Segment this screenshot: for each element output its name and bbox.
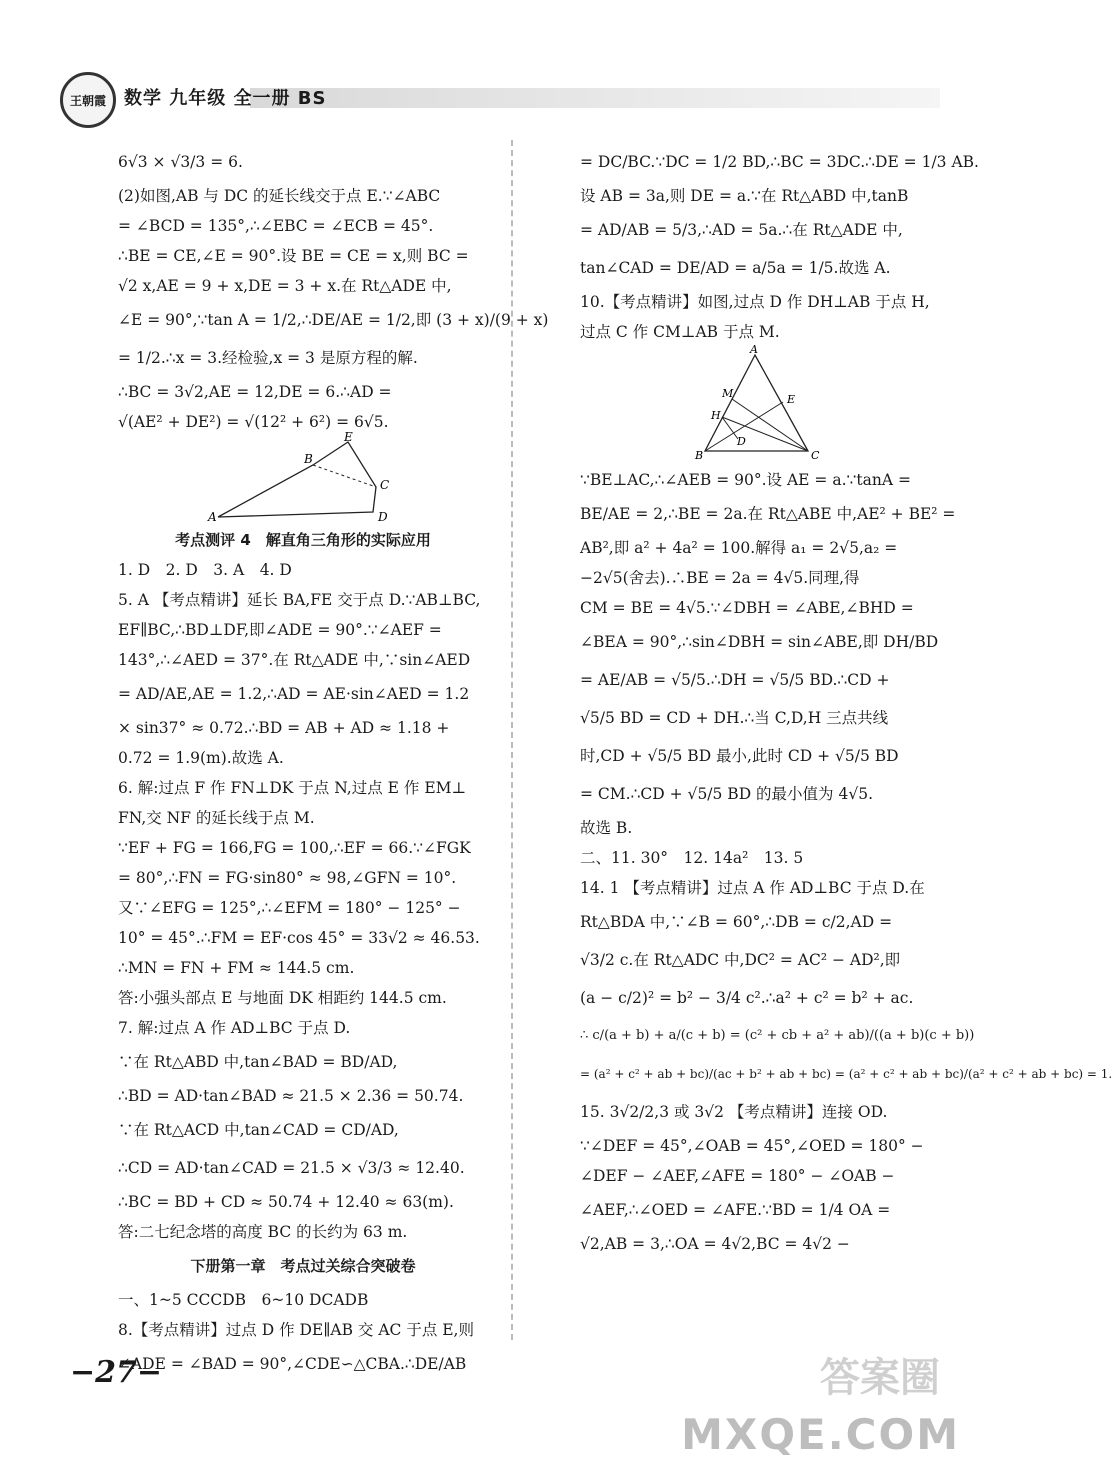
text-line: (2)如图,AB 与 DC 的延长线交于点 E.∵∠ABC	[118, 187, 441, 205]
logo-text: 王朝霞	[69, 93, 106, 108]
text-line: 6√3 × √3/3 = 6.	[118, 153, 243, 171]
point-label: C	[380, 478, 390, 492]
text-line: 6. 解:过点 F 作 FN⊥DK 于点 N,过点 E 作 EM⊥	[118, 779, 467, 797]
text-line: 10.【考点精讲】如图,过点 D 作 DH⊥AB 于点 H,	[580, 293, 930, 311]
point-label: D	[737, 435, 746, 448]
text-line: = 1/2.∴x = 3.经检验,x = 3 是原方程的解.	[118, 349, 418, 367]
figure-svg	[118, 430, 488, 525]
text-line: ∴BD = AD·tan∠BAD ≈ 21.5 × 2.36 = 50.74.	[118, 1087, 464, 1105]
publisher-logo	[60, 72, 116, 128]
text-line: −2√5(舍去).∴BE = 2a = 4√5.同理,得	[580, 569, 860, 587]
book-title: 数学 九年级 全一册 BS	[124, 88, 327, 109]
text-line: ∴BC = 3√2,AE = 12,DE = 6.∴AD =	[118, 383, 392, 401]
page-header	[60, 72, 940, 132]
point-label: C	[811, 449, 820, 462]
text-line: AB²,即 a² + 4a² = 100.解得 a₁ = 2√5,a₂ =	[580, 539, 898, 557]
text-line: tan∠CAD = DE/AD = a/5a = 1/5.故选 A.	[580, 259, 891, 277]
right-column	[580, 143, 1112, 1259]
text-line: 故选 B.	[580, 819, 633, 837]
text-line: = 80°,∴FN = FG·sin80° ≈ 98,∠GFN = 10°.	[118, 869, 457, 887]
text-line: ∠E = 90°,∵tan A = 1/2,∴DE/AE = 1/2,即 (3 + x)/(9 + x)	[118, 311, 549, 329]
point-label: M	[722, 387, 734, 400]
text-line: ∵∠DEF = 45°,∠OAB = 45°,∠OED = 180° −	[580, 1137, 924, 1155]
text-line: = CM.∴CD + √5/5 BD 的最小值为 4√5.	[580, 785, 874, 803]
point-label: E	[787, 393, 796, 406]
text-line: ∵BE⊥AC,∴∠AEB = 90°.设 AE = a.∵tanA =	[580, 471, 911, 489]
point-label: D	[378, 510, 388, 524]
section-heading: 下册第一章 考点过关综合突破卷	[190, 1257, 416, 1275]
text-line: = ∠BCD = 135°,∴∠EBC = ∠ECB = 45°.	[118, 217, 434, 235]
text-line: √2 x,AE = 9 + x,DE = 3 + x.在 Rt△ADE 中,	[118, 277, 452, 295]
point-label: A	[750, 343, 758, 356]
text-line: ∴BE = CE,∠E = 90°.设 BE = CE = x,则 BC =	[118, 247, 469, 265]
triangle-figure	[580, 343, 950, 465]
watermark-text: MXQE.COM	[681, 1410, 960, 1459]
text-line: ∠DEF − ∠AEF,∠AFE = 180° − ∠OAB −	[580, 1167, 895, 1185]
point-label: B	[695, 449, 704, 462]
text-line: ∴MN = FN + FM ≈ 144.5 cm.	[118, 959, 355, 977]
text-line: = DC/BC.∵DC = 1/2 BD,∴BC = 3DC.∴DE = 1/3 AB.	[580, 153, 979, 171]
text-line: √2,AB = 3,∴OA = 4√2,BC = 4√2 −	[580, 1235, 850, 1253]
figure-svg	[580, 343, 950, 465]
text-line: √5/5 BD = CD + DH.∴当 C,D,H 三点共线	[580, 709, 889, 727]
left-column	[118, 143, 549, 1383]
text-line: ∴BC = BD + CD ≈ 50.74 + 12.40 ≈ 63(m).	[118, 1193, 454, 1211]
text-line: √3/2 c.在 Rt△ADC 中,DC² = AC² − AD²,即	[580, 951, 901, 969]
text-line: ∵EF + FG = 166,FG = 100,∴EF = 66.∵∠FGK	[118, 839, 471, 857]
quadrilateral-figure	[118, 430, 488, 525]
text-line: 1. D 2. D 3. A 4. D	[118, 561, 292, 579]
text-line: 又∵∠EFG = 125°,∴∠EFM = 180° − 125° −	[118, 899, 461, 917]
text-line: ∴ c/(a + b) + a/(c + b) = (c² + cb + a² + ab)/((a + b)(c + b))	[580, 1028, 975, 1043]
text-line: ∠ADE = ∠BAD = 90°,∠CDE∽△CBA.∴DE/AB	[118, 1355, 467, 1373]
text-line: 0.72 = 1.9(m).故选 A.	[118, 749, 284, 767]
text-line: 143°,∴∠AED = 37°.在 Rt△ADE 中,∵sin∠AED	[118, 651, 471, 669]
text-line: 答:小强头部点 E 与地面 DK 相距约 144.5 cm.	[118, 989, 447, 1007]
text-line: 一、1~5 CCCDB 6~10 DCADB	[118, 1291, 369, 1309]
text-line: Rt△BDA 中,∵∠B = 60°,∴DB = c/2,AD =	[580, 913, 893, 931]
page-number: −27−	[70, 1355, 163, 1390]
text-line: 14. 1 【考点精讲】过点 A 作 AD⊥BC 于点 D.在	[580, 879, 925, 897]
text-line: (a − c/2)² = b² − 3/4 c².∴a² + c² = b² + ac.	[580, 989, 914, 1007]
text-line: 时,CD + √5/5 BD 最小,此时 CD + √5/5 BD	[580, 747, 899, 765]
text-line: 过点 C 作 CM⊥AB 于点 M.	[580, 323, 780, 341]
text-line: 5. A 【考点精讲】延长 BA,FE 交于点 D.∵AB⊥BC,	[118, 591, 481, 609]
text-line: 10° = 45°.∴FM = EF·cos 45° = 33√2 ≈ 46.53.	[118, 929, 480, 947]
text-line: = AE/AB = √5/5.∴DH = √5/5 BD.∴CD +	[580, 671, 890, 689]
text-line: 7. 解:过点 A 作 AD⊥BC 于点 D.	[118, 1019, 351, 1037]
text-line: CM = BE = 4√5.∵∠DBH = ∠ABE,∠BHD =	[580, 599, 914, 617]
text-line: = AD/AE,AE = 1.2,∴AD = AE·sin∠AED = 1.2	[118, 685, 470, 703]
text-line: 设 AB = 3a,则 DE = a.∵在 Rt△ABD 中,tanB	[580, 187, 909, 205]
text-line: 15. 3√2/2,3 或 3√2 【考点精讲】连接 OD.	[580, 1103, 888, 1121]
text-line: 二、11. 30° 12. 14a² 13. 5	[580, 849, 804, 867]
point-label: H	[711, 409, 721, 422]
text-line: ∠BEA = 90°,∴sin∠DBH = sin∠ABE,即 DH/BD	[580, 633, 939, 651]
text-line: ∴CD = AD·tan∠CAD = 21.5 × √3/3 ≈ 12.40.	[118, 1159, 465, 1177]
header-bar	[250, 88, 940, 108]
text-line: × sin37° ≈ 0.72.∴BD = AB + AD ≈ 1.18 +	[118, 719, 450, 737]
text-line: FN,交 NF 的延长线于点 M.	[118, 809, 315, 827]
section-heading: 考点测评 4 解直角三角形的实际应用	[175, 531, 431, 549]
text-line: = AD/AB = 5/3,∴AD = 5a.∴在 Rt△ADE 中,	[580, 221, 903, 239]
point-label: E	[344, 430, 353, 444]
text-line: 8.【考点精讲】过点 D 作 DE∥AB 交 AC 于点 E,则	[118, 1321, 474, 1339]
text-line: BE/AE = 2,∴BE = 2a.在 Rt△ABE 中,AE² + BE² =	[580, 505, 956, 523]
point-label: B	[304, 452, 313, 466]
text-line: 答:二七纪念塔的高度 BC 的长约为 63 m.	[118, 1223, 408, 1241]
watermark-logo: 答案圈	[820, 1355, 940, 1401]
text-line: ∵在 Rt△ABD 中,tan∠BAD = BD/AD,	[118, 1053, 398, 1071]
text-line: ∵在 Rt△ACD 中,tan∠CAD = CD/AD,	[118, 1121, 399, 1139]
text-line: = (a² + c² + ab + bc)/(ac + b² + ab + bc) = (a² + c² + ab + bc)/(a² + c² + ab + bc) = 1.	[580, 1067, 1112, 1081]
text-line: ∠AEF,∴∠OED = ∠AFE.∵BD = 1/4 OA =	[580, 1201, 891, 1219]
text-line: √(AE² + DE²) = √(12² + 6²) = 6√5.	[118, 413, 389, 431]
text-line: EF∥BC,∴BD⊥DF,即∠ADE = 90°.∵∠AEF =	[118, 621, 442, 639]
point-label: A	[208, 510, 217, 524]
